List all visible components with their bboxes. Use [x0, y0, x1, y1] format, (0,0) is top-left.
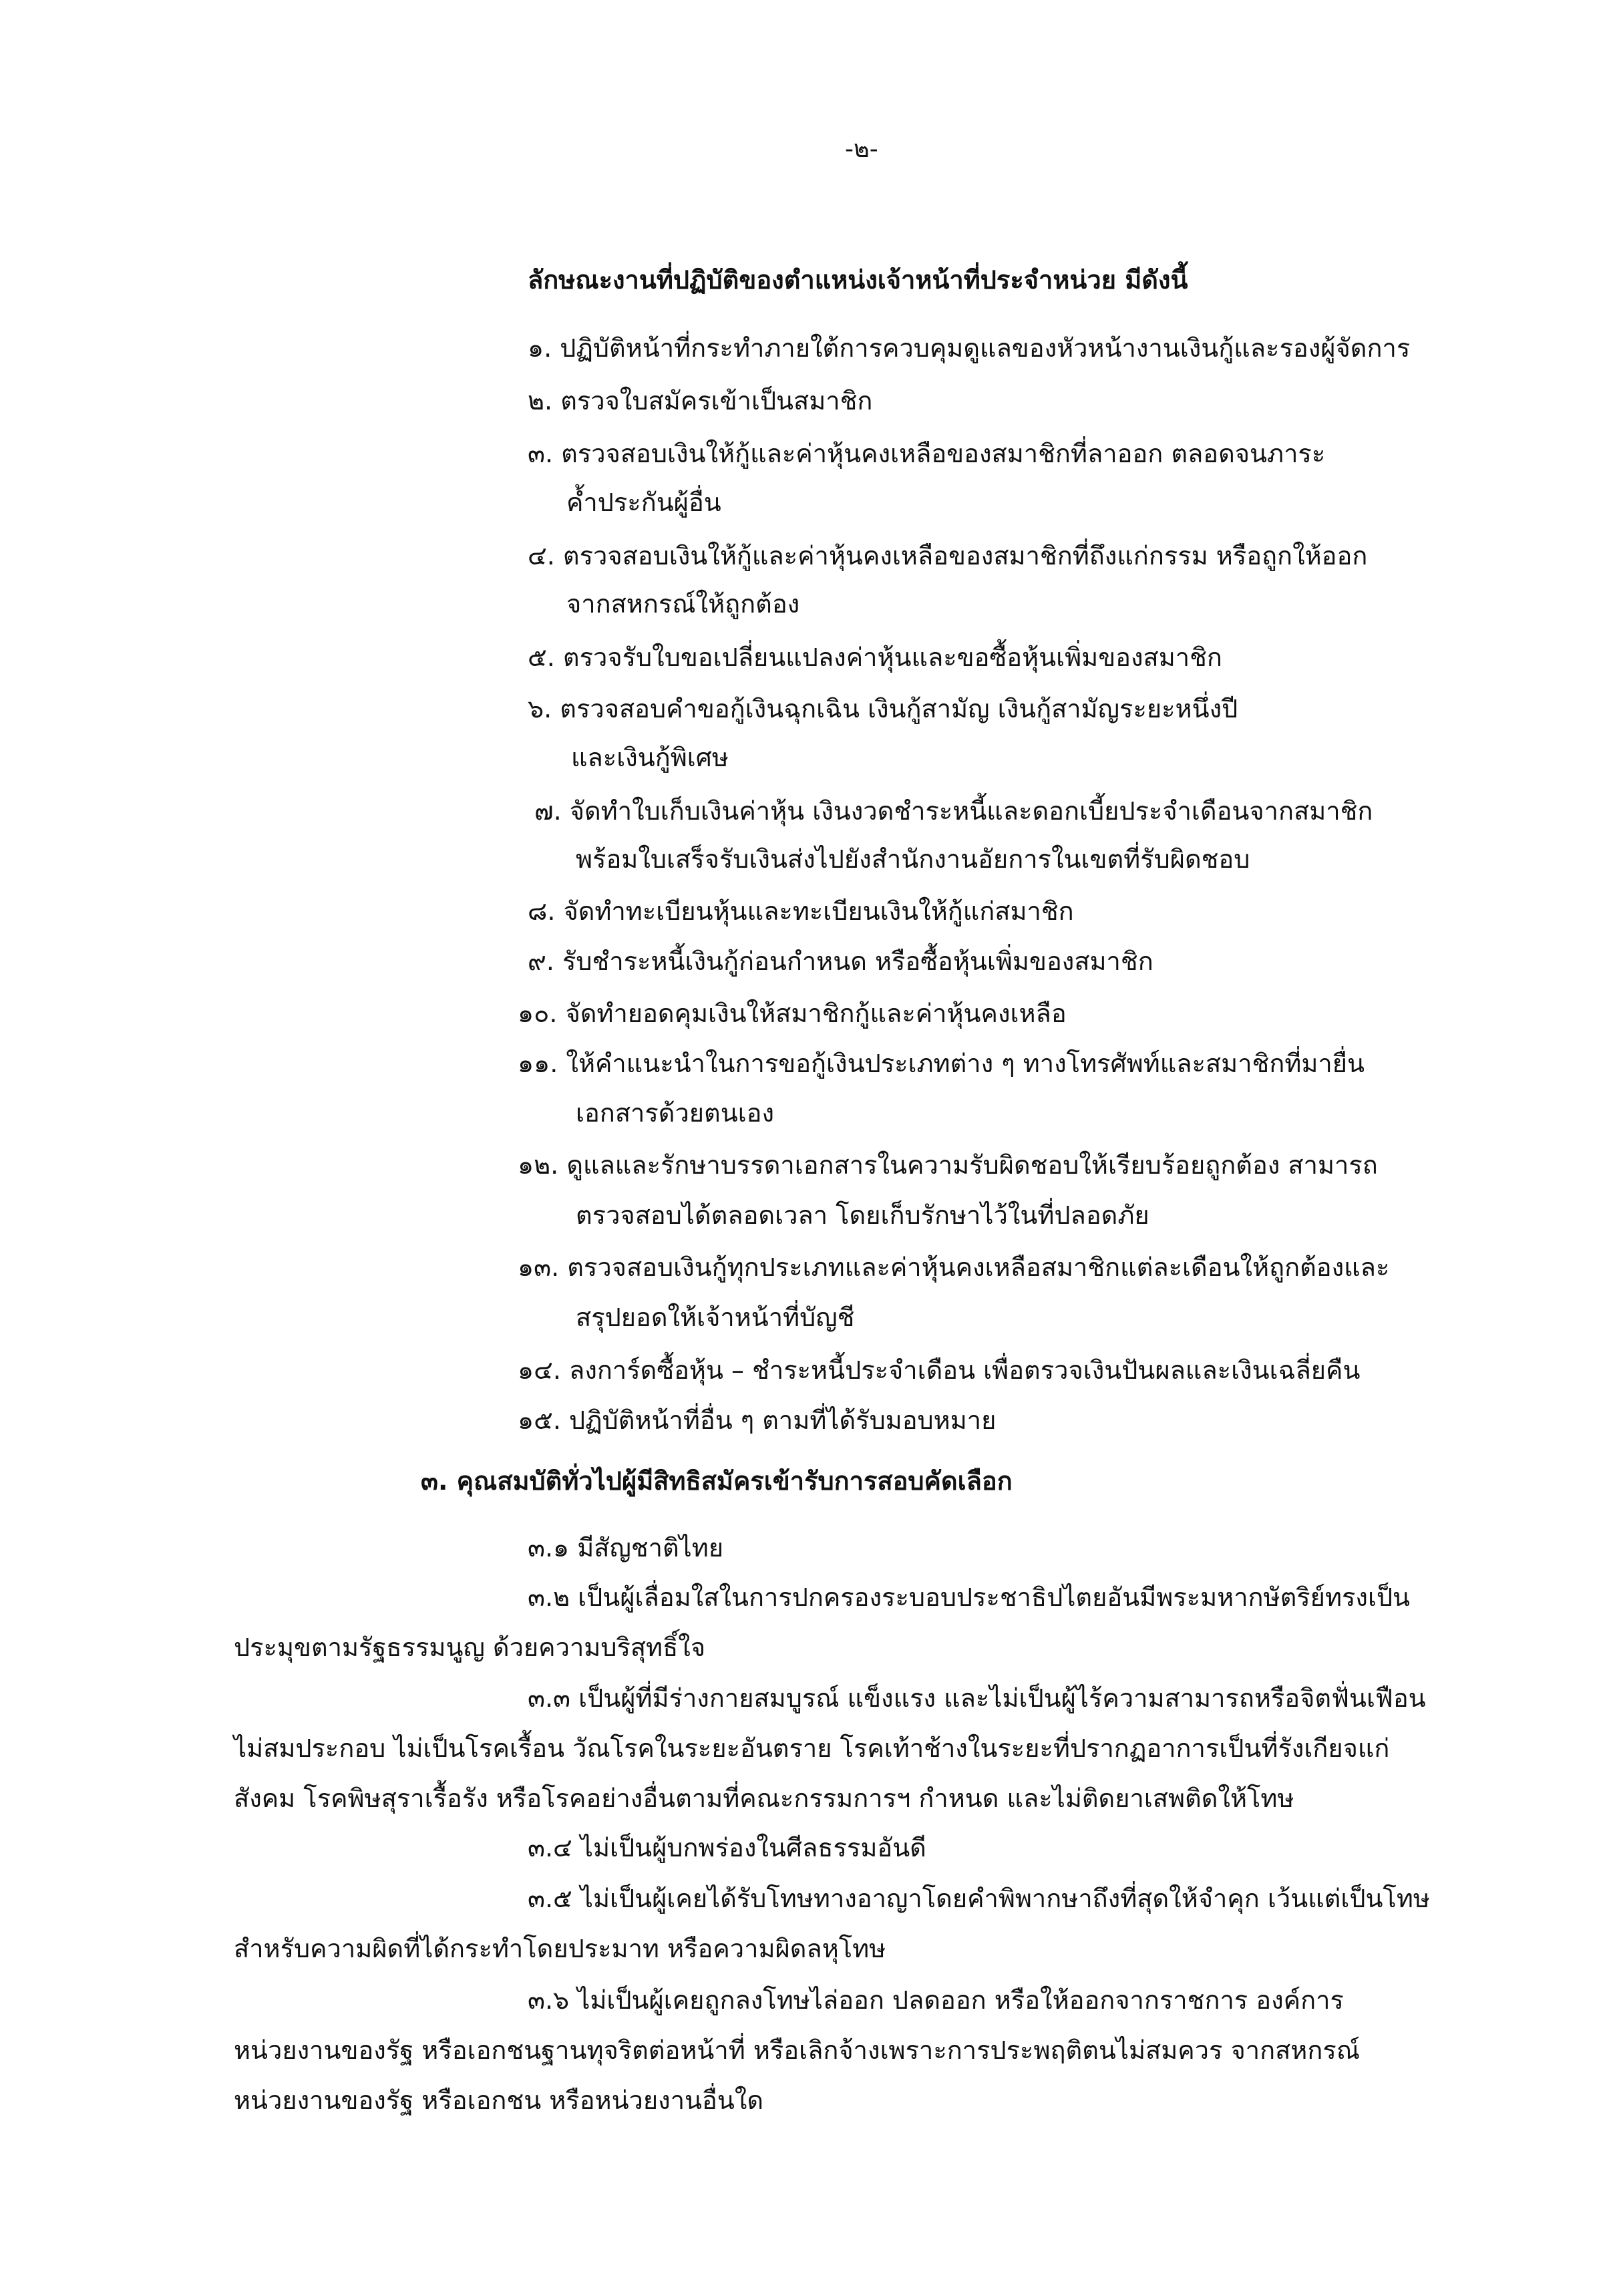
duty-item-6-continued: และเงินกู้พิเศษ	[571, 743, 729, 772]
duty-item-13-continued: สรุปยอดให้เจ้าหน้าที่บัญชี	[576, 1303, 855, 1332]
duty-item-6: ๖. ตรวจสอบคำขอกู้เงินฉุกเฉิน เงินกู้สามัญ เงินกู้สามัญระยะหนึ่งปี	[528, 694, 1238, 723]
duty-item-2: ๒. ตรวจใบสมัครเข้าเป็นสมาชิก	[528, 386, 873, 416]
qualification-3-3: ๓.๓ เป็นผู้ที่มีร่างกายสมบูรณ์ แข็งแรง และไม่เป็นผู้ไร้ความสามารถหรือจิตฟั่นเฟือน	[528, 1683, 1426, 1713]
qualification-3-6-continued-2: หน่วยงานของรัฐ หรือเอกชน หรือหน่วยงานอื่นใด	[234, 2086, 764, 2115]
qualification-3-1: ๓.๑ มีสัญชาติไทย	[528, 1533, 724, 1563]
duty-item-4: ๔. ตรวจสอบเงินให้กู้และค่าหุ้นคงเหลือของสมาชิกที่ถึงแก่กรรม หรือถูกให้ออก	[528, 541, 1368, 570]
duty-item-12: ๑๒. ดูแลและรักษาบรรดาเอกสารในความรับผิดชอบให้เรียบร้อยถูกต้อง สามารถ	[518, 1150, 1378, 1180]
duty-item-14: ๑๔. ลงการ์ดซื้อหุ้น – ชำระหนี้ประจำเดือน เพื่อตรวจเงินปันผลและเงินเฉลี่ยคืน	[518, 1355, 1361, 1385]
duty-item-7: ๗. จัดทำใบเก็บเงินค่าหุ้น เงินงวดชำระหนี้และดอกเบี้ยประจำเดือนจากสมาชิก	[534, 796, 1373, 826]
qualification-3-5: ๓.๕ ไม่เป็นผู้เคยได้รับโทษทางอาญาโดยคำพิพากษาถึงที่สุดให้จำคุก เว้นแต่เป็นโทษ	[528, 1884, 1430, 1913]
duties-heading: ลักษณะงานที่ปฏิบัติของตำแหน่งเจ้าหน้าที่ประจำหน่วย มีดังนี้	[528, 265, 1188, 295]
duty-item-9: ๙. รับชำระหนี้เงินกู้ก่อนกำหนด หรือซื้อหุ้นเพิ่มของสมาชิก	[528, 947, 1153, 976]
duty-item-4-continued: จากสหกรณ์ให้ถูกต้อง	[566, 589, 800, 619]
qualification-3-4: ๓.๔ ไม่เป็นผู้บกพร่องในศีลธรรมอันดี	[528, 1833, 926, 1862]
duty-item-12-continued: ตรวจสอบได้ตลอดเวลา โดยเก็บรักษาไว้ในที่ปลอดภัย	[576, 1200, 1149, 1230]
qualification-3-5-continued: สำหรับความผิดที่ได้กระทำโดยประมาท หรือความผิดลหุโทษ	[234, 1934, 886, 1963]
qualification-3-6: ๓.๖ ไม่เป็นผู้เคยถูกลงโทษไล่ออก ปลดออก หรือให้ออกจากราชการ องค์การ	[528, 1985, 1344, 2015]
qualification-3-3-continued-2: สังคม โรคพิษสุราเรื้อรัง หรือโรคอย่างอื่นตามที่คณะกรรมการฯ กำหนด และไม่ติดยาเสพติดให้โทษ	[234, 1784, 1294, 1813]
duty-item-11-continued: เอกสารด้วยตนเอง	[576, 1098, 775, 1128]
qualification-3-6-continued-1: หน่วยงานของรัฐ หรือเอกชนฐานทุจริตต่อหน้าที่ หรือเลิกจ้างเพราะการประพฤติตนไม่สมควร จากสหกรณ์	[234, 2035, 1361, 2065]
duty-item-15: ๑๕. ปฏิบัติหน้าที่อื่น ๆ ตามที่ได้รับมอบหมาย	[518, 1406, 997, 1435]
duty-item-8: ๘. จัดทำทะเบียนหุ้นและทะเบียนเงินให้กู้แก่สมาชิก	[528, 896, 1074, 926]
duty-item-3-continued: ค้ำประกันผู้อื่น	[566, 488, 721, 517]
qualifications-heading: ๓. คุณสมบัติทั่วไปผู้มีสิทธิสมัครเข้ารับการสอบคัดเลือก	[421, 1466, 1013, 1496]
page-number: -๒-	[845, 136, 878, 163]
duty-item-5: ๕. ตรวจรับใบขอเปลี่ยนแปลงค่าหุ้นและขอซื้อหุ้นเพิ่มของสมาชิก	[528, 643, 1222, 672]
duty-item-7-continued: พร้อมใบเสร็จรับเงินส่งไปยังสำนักงานอัยการในเขตที่รับผิดชอบ	[576, 844, 1250, 874]
qualification-3-2-continued: ประมุขตามรัฐธรรมนูญ ด้วยความบริสุทธิ์ใจ	[234, 1633, 706, 1662]
duty-item-10: ๑๐. จัดทำยอดคุมเงินให้สมาชิกกู้และค่าหุ้นคงเหลือ	[518, 999, 1067, 1028]
duty-item-11: ๑๑. ให้คำแนะนำในการขอกู้เงินประเภทต่าง ๆ ทางโทรศัพท์และสมาชิกที่มายื่น	[518, 1049, 1365, 1078]
duty-item-3: ๓. ตรวจสอบเงินให้กู้และค่าหุ้นคงเหลือของสมาชิกที่ลาออก ตลอดจนภาระ	[528, 439, 1326, 468]
qualification-3-3-continued-1: ไม่สมประกอบ ไม่เป็นโรคเรื้อน วัณโรคในระยะอันตราย โรคเท้าช้างในระยะที่ปรากฏอาการเป็นที่รังเกียจแก่	[234, 1734, 1390, 1763]
duty-item-13: ๑๓. ตรวจสอบเงินกู้ทุกประเภทและค่าหุ้นคงเหลือสมาชิกแต่ละเดือนให้ถูกต้องและ	[518, 1253, 1390, 1282]
duty-item-1: ๑. ปฏิบัติหน้าที่กระทำภายใต้การควบคุมดูแลของหัวหน้างานเงินกู้และรองผู้จัดการ	[528, 333, 1411, 363]
qualification-3-2: ๓.๒ เป็นผู้เลื่อมใสในการปกครองระบอบประชาธิปไตยอันมีพระมหากษัตริย์ทรงเป็น	[528, 1583, 1411, 1612]
